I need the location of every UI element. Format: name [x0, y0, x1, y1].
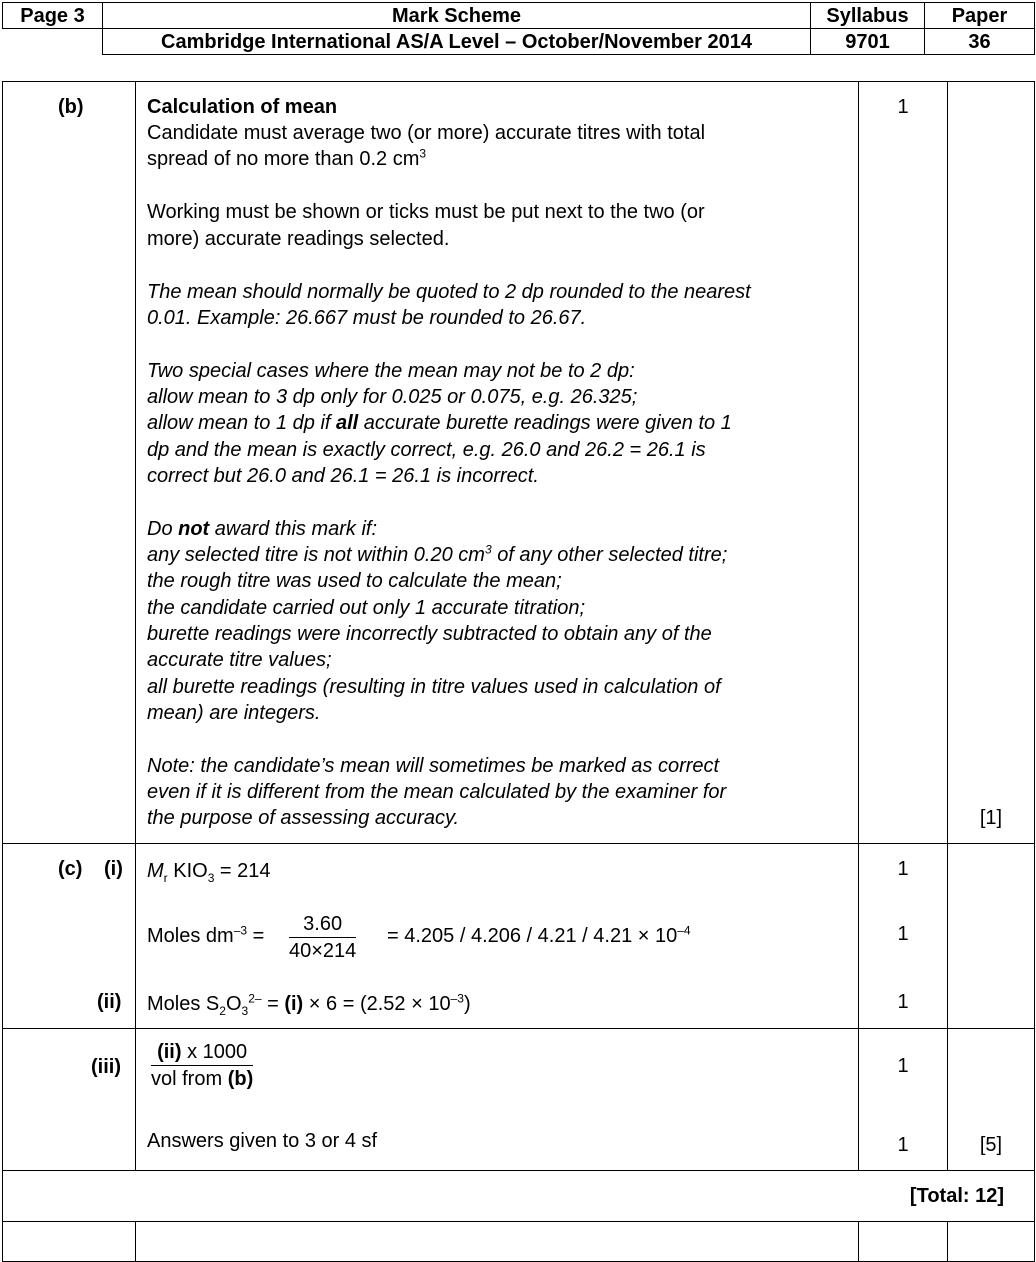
text-line: correct but 26.0 and 26.1 = 26.1 is incorrect. — [147, 465, 539, 487]
label-cell-c-iii — [3, 1029, 136, 1171]
next-mark-cell — [859, 1222, 948, 1262]
text-line: Note: the candidate’s mean will sometimes be marked as correct — [147, 755, 720, 777]
row-c-iii — [3, 1029, 1035, 1171]
header-table — [2, 2, 1035, 55]
mark-scheme-table — [2, 81, 1035, 1262]
text-line: allow mean to 1 dp if all accurate burette readings were given to 1 — [147, 412, 732, 434]
text-line: 0.01. Example: 26.667 must be rounded to 26.67. — [147, 307, 587, 329]
text-line: dp and the mean is exactly correct, e.g. 26.0 and 26.2 = 26.1 is — [147, 439, 706, 461]
text-line: spread of no more than 0.2 $cm^3$ — [147, 146, 427, 170]
text-line: accurate titre values; — [147, 649, 332, 671]
label-cell-c — [3, 844, 136, 1029]
moles-result: = $4.205 / 4.206 / 4.21 / 4.21 \times 10^{-4}$ — [387, 923, 691, 947]
part-label-c-ii: (ii) — [97, 991, 122, 1013]
syllabus-label: Syllabus — [811, 3, 925, 29]
answer-cell-c — [136, 844, 859, 1029]
mark-cell-b — [859, 82, 948, 844]
part-label-c-iii: (iii) — [91, 1056, 121, 1078]
part-total: [1] — [979, 807, 1003, 829]
document-title: Mark Scheme — [103, 3, 811, 29]
mark-cell-c-iii — [859, 1029, 948, 1171]
document-subtitle: Cambridge International AS/A Level – October/November 2014 — [103, 29, 811, 55]
text-line: The mean should normally be quoted to 2 dp rounded to the nearest — [147, 281, 751, 303]
text-line: mean) are integers. — [147, 702, 321, 724]
moles-label: Moles $dm^{-3}$ = — [147, 923, 265, 947]
text-line: Two special cases where the mean may not be to 2 dp: — [147, 360, 635, 382]
row-b — [3, 82, 1035, 844]
text-line: even if it is different from the mean calculated by the examiner for — [147, 781, 727, 803]
mark-value: 1 — [897, 1055, 909, 1077]
fraction-denominator: vol from (b) — [151, 1068, 254, 1090]
text-line: Do not award this mark if: — [147, 518, 378, 540]
text-line: the rough titre was used to calculate the mean; — [147, 570, 562, 592]
significant-figures-note: Answers given to 3 or 4 sf — [147, 1130, 378, 1152]
fraction-numerator: (ii) x 1000 — [151, 1040, 253, 1066]
part-label-c: (c) — [58, 858, 83, 880]
paper-label: Paper — [925, 3, 1035, 29]
text-line: allow mean to 3 dp only for 0.025 or 0.075, e.g. 26.325; — [147, 386, 638, 408]
mark-value: 1 — [897, 923, 909, 945]
text-line: Working must be shown or ticks must be put next to the two (or — [147, 201, 705, 223]
fraction-numerator: 3.60 — [289, 912, 356, 938]
next-row — [3, 1222, 1035, 1262]
concentration-fraction — [151, 1040, 253, 1091]
mark-value: 1 — [897, 96, 909, 118]
next-answer-cell — [136, 1222, 859, 1262]
moles-thiosulfate: Moles $S_2O_3^{2-} = (i) \times 6 = (2.52 \times 10^{-3})$ — [147, 991, 471, 1018]
next-label-cell — [3, 1222, 136, 1262]
text-line: burette readings were incorrectly subtracted to obtain any of the — [147, 623, 712, 645]
row-c-i-ii — [3, 844, 1035, 1029]
part-label-b: (b) — [58, 96, 84, 118]
total-cell-c — [948, 844, 1035, 1029]
moles-fraction — [289, 912, 356, 963]
grand-total-cell — [3, 1171, 1035, 1222]
mark-value: 1 — [897, 991, 909, 1013]
mark-value: 1 — [897, 1134, 909, 1156]
text-line: Candidate must average two (or more) accurate titres with total — [147, 122, 706, 144]
total-cell-c-iii — [948, 1029, 1035, 1171]
next-total-cell — [948, 1222, 1035, 1262]
part-total: [5] — [979, 1134, 1003, 1156]
fraction-denominator: 40×214 — [289, 940, 357, 962]
calculation-heading: Calculation of mean — [147, 96, 338, 118]
empty-cell — [3, 29, 103, 55]
total-row — [3, 1171, 1035, 1222]
answer-cell-b — [136, 82, 859, 844]
text-line: the candidate carried out only 1 accurate titration; — [147, 597, 586, 619]
grand-total: [Total: 12] — [909, 1185, 1004, 1207]
page-number: Page 3 — [3, 3, 103, 29]
text-line: more) accurate readings selected. — [147, 228, 450, 250]
relative-formula-mass: $M_r$ $KIO_3 = 214$ — [147, 860, 271, 885]
text-line: all burette readings (resulting in titre values used in calculation of — [147, 676, 721, 698]
syllabus-code: 9701 — [811, 29, 925, 55]
mark-value: 1 — [897, 858, 909, 880]
text-line: any selected titre is not within 0.20 $cm^3$ of any other selected titre; — [147, 542, 728, 566]
mark-cell-c — [859, 844, 948, 1029]
label-cell-b — [3, 82, 136, 844]
answer-cell-c-iii — [136, 1029, 859, 1171]
paper-number: 36 — [925, 29, 1035, 55]
part-label-c-i: (i) — [104, 858, 123, 880]
total-cell-b — [948, 82, 1035, 844]
text-line: the purpose of assessing accuracy. — [147, 807, 460, 829]
